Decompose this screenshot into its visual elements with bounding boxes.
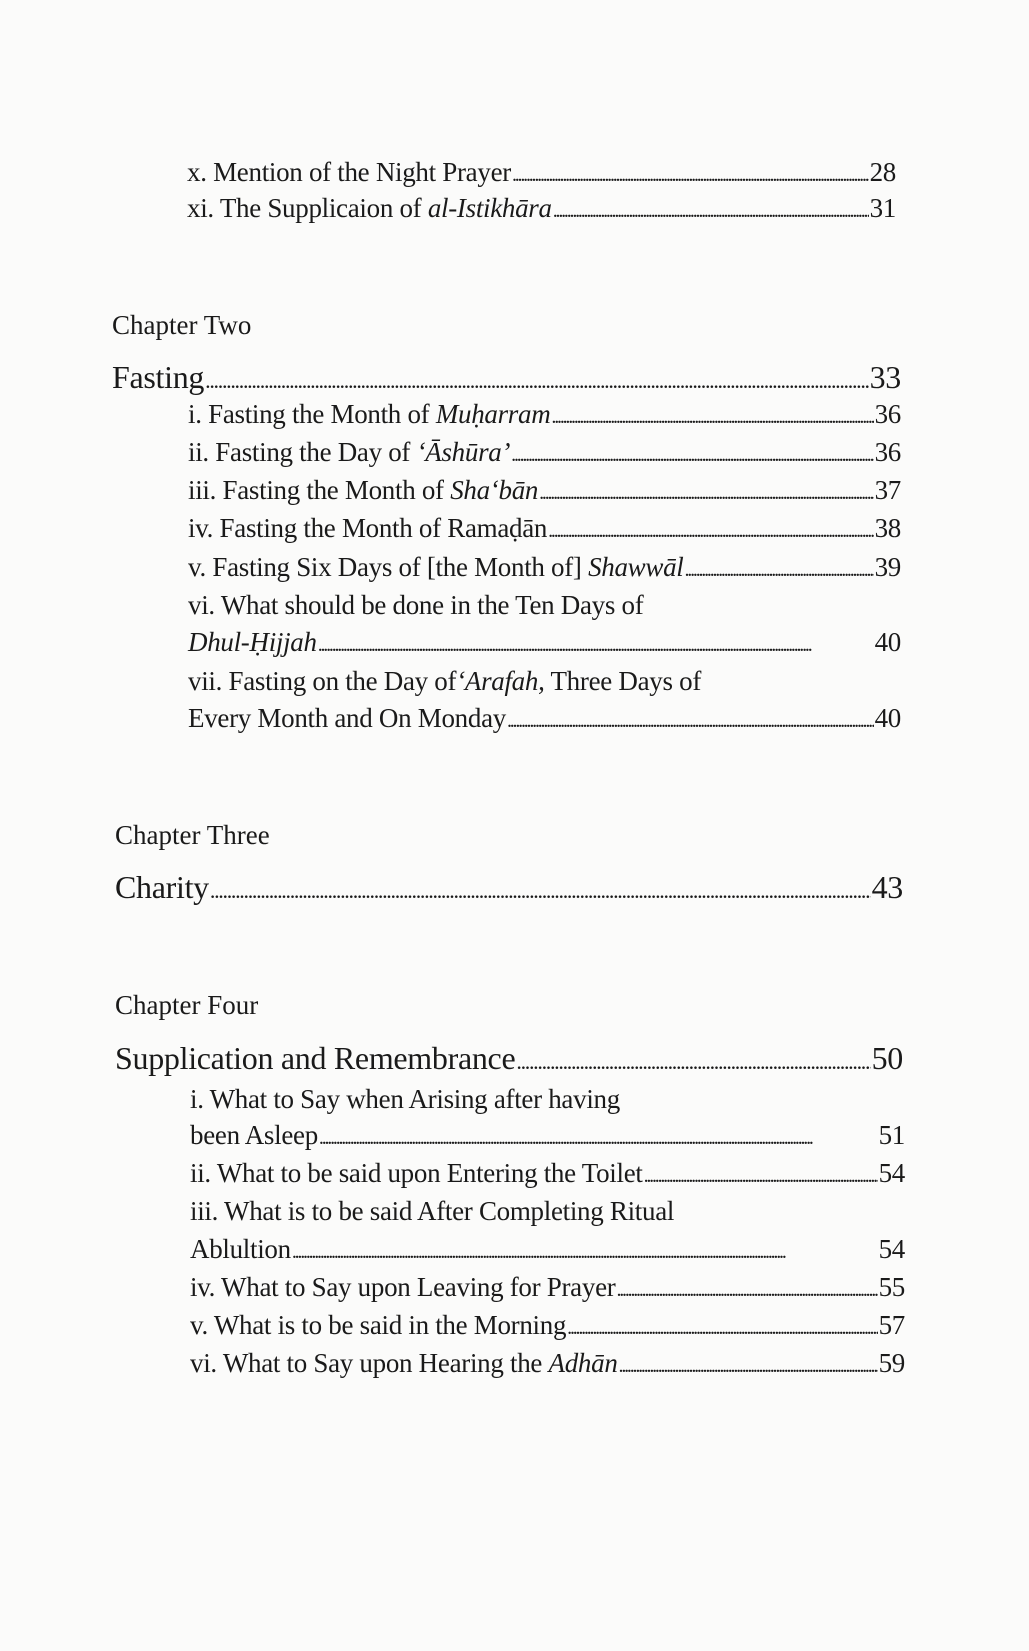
entry-title: vi. What to Say upon Hearing the Adhān (190, 1348, 618, 1378)
toc-entry[interactable] (188, 624, 901, 663)
entry-title: iv. What to Say upon Leaving for Prayer (190, 1272, 616, 1302)
toc-chapter-entry[interactable] (115, 1037, 903, 1083)
entry-title: been Asleep (190, 1120, 318, 1150)
entry-title: v. Fasting Six Days of [the Month of] Shawwāl (188, 552, 684, 582)
toc-entry[interactable] (190, 1345, 905, 1384)
page-number: 59 (878, 1348, 905, 1378)
dot-leader (511, 434, 873, 473)
page-number: 51 (878, 1120, 905, 1150)
entry-title: xi. The Supplicaion of al-Istikhāra (187, 193, 552, 223)
entry-title: v. What is to be said in the Morning (190, 1310, 567, 1340)
entry-title: i. Fasting the Month of Muḥarram (188, 399, 551, 429)
toc-entry[interactable] (187, 154, 896, 193)
entry-title: iii. Fasting the Month of Sha‘bān (188, 475, 539, 505)
toc-entry[interactable] (188, 434, 901, 473)
dot-leader (616, 1269, 877, 1308)
toc-entry[interactable] (190, 1155, 905, 1194)
dot-leader (644, 1155, 878, 1194)
toc-entry[interactable] (190, 1307, 905, 1346)
toc-entry[interactable] (190, 1231, 905, 1270)
page-number: 31 (869, 193, 896, 223)
entry-title: ii. What to be said upon Entering the Toilet (190, 1158, 643, 1188)
entry-title: Ablultion (190, 1234, 291, 1264)
dot-leader (548, 510, 873, 549)
toc-entry-line1[interactable]: iii. What is to be said After Completing Ritual (190, 1196, 675, 1226)
entry-title: Every Month and On Monday (188, 703, 506, 733)
dot-leader (553, 190, 869, 229)
chapter-heading: Chapter Four (115, 990, 259, 1020)
page-number: 55 (878, 1272, 905, 1302)
chapter-heading: Chapter Three (115, 820, 270, 850)
dot-leader (318, 624, 874, 663)
page-number: 39 (874, 552, 901, 582)
chapter-title: Charity (115, 869, 209, 905)
toc-entry-line1[interactable]: vi. What should be done in the Ten Days of (188, 590, 644, 620)
page-number: 36 (874, 437, 901, 467)
entry-title: x. Mention of the Night Prayer (187, 157, 511, 187)
toc-chapter-entry[interactable] (115, 866, 903, 912)
page-number: 40 (874, 627, 901, 657)
toc-entry[interactable] (188, 700, 901, 739)
toc-entry-line1[interactable]: i. What to Say when Arising after having (190, 1084, 620, 1114)
page-number: 50 (871, 1040, 903, 1076)
toc-entry[interactable] (190, 1117, 905, 1156)
page-number: 38 (874, 513, 901, 543)
page-number: 28 (869, 157, 896, 187)
chapter-heading: Chapter Two (112, 310, 252, 340)
page-number: 33 (869, 359, 901, 395)
dot-leader (619, 1345, 878, 1384)
dot-leader (210, 866, 871, 912)
page-number: 57 (878, 1310, 905, 1340)
toc-entry[interactable] (187, 190, 896, 229)
entry-title: ii. Fasting the Day of ‘Āshūra’ (188, 437, 511, 467)
page-number: 54 (878, 1158, 905, 1188)
dot-leader (567, 1307, 877, 1346)
page-number: 54 (878, 1234, 905, 1264)
dot-leader (319, 1117, 878, 1156)
page-number: 40 (874, 703, 901, 733)
page-number: 43 (871, 869, 903, 905)
chapter-title: Supplication and Remembrance (115, 1040, 516, 1076)
dot-leader (539, 472, 873, 511)
dot-leader (685, 549, 874, 588)
entry-title: iv. Fasting the Month of Ramaḍān (188, 513, 548, 543)
chapter-title: Fasting (112, 359, 205, 395)
dot-leader (512, 154, 869, 193)
toc-entry[interactable] (190, 1269, 905, 1308)
entry-title: Dhul-Ḥijjah (188, 627, 317, 657)
dot-leader (516, 1037, 870, 1083)
toc-entry[interactable] (188, 396, 901, 435)
toc-entry[interactable] (188, 549, 901, 588)
toc-entry-line1[interactable]: vii. Fasting on the Day of ‘Arafah, Three Days of (188, 666, 702, 696)
page-number: 36 (874, 399, 901, 429)
dot-leader (507, 700, 874, 739)
toc-entry[interactable] (188, 472, 901, 511)
page-number: 37 (874, 475, 901, 505)
dot-leader (551, 396, 873, 435)
dot-leader (292, 1231, 878, 1270)
toc-entry[interactable] (188, 510, 901, 549)
